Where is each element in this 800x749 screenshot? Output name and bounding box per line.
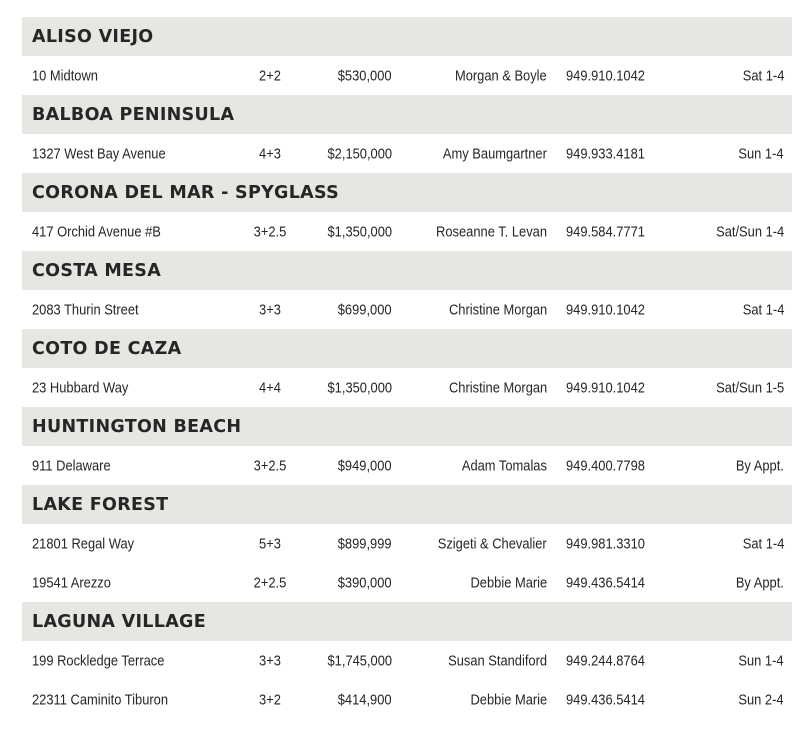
listing-address: 2083 Thurin Street [32, 301, 139, 318]
listing-beds-baths-text: 3+2.5 [253, 457, 287, 474]
listing-phone: 949.244.8764 [566, 652, 645, 669]
listing-row [22, 446, 792, 485]
city-section [22, 407, 792, 485]
listing-phone: 949.933.4181 [566, 145, 645, 162]
city-section [22, 173, 792, 251]
listing-address: 22311 Caminito Tiburon [32, 691, 169, 708]
listing-phone: 949.910.1042 [566, 379, 645, 396]
city-heading: LAGUNA VILLAGE [22, 602, 792, 641]
listing-open-hours: Sun 2-4 [738, 691, 784, 708]
listing-price: $414,900 [338, 691, 392, 708]
listing-agent: Szigeti & Chevalier [438, 535, 547, 552]
listing-row [22, 641, 792, 680]
city-heading: HUNTINGTON BEACH [22, 407, 792, 446]
listing-beds-baths-text: 5+3 [259, 535, 281, 552]
listing-row [22, 134, 792, 173]
listing-address: 199 Rockledge Terrace [32, 652, 165, 669]
listing-row [22, 212, 792, 251]
listing-address: 23 Hubbard Way [32, 379, 129, 396]
listing-agent: Morgan & Boyle [455, 67, 547, 84]
city-heading: BALBOA PENINSULA [22, 95, 792, 134]
listing-row [22, 56, 792, 95]
listing-agent: Adam Tomalas [461, 457, 547, 474]
listing-beds-baths-text: 4+4 [259, 379, 281, 396]
listing-price: $2,150,000 [327, 145, 392, 162]
listing-phone: 949.981.3310 [566, 535, 645, 552]
listing-phone: 949.436.5414 [566, 691, 645, 708]
listing-price: $390,000 [338, 574, 392, 591]
listing-address: 1327 West Bay Avenue [32, 145, 166, 162]
open-house-listings [22, 17, 792, 719]
listing-price: $899,999 [338, 535, 392, 552]
listing-beds-baths-text: 2+2 [259, 67, 281, 84]
listing-address: 417 Orchid Avenue #B [32, 223, 161, 240]
listing-open-hours: Sat/Sun 1-4 [715, 223, 784, 240]
listing-open-hours: Sat 1-4 [742, 67, 784, 84]
city-section [22, 95, 792, 173]
city-heading: ALISO VIEJO [22, 17, 792, 56]
listing-address: 21801 Regal Way [32, 535, 135, 552]
city-heading: LAKE FOREST [22, 485, 792, 524]
listing-phone: 949.910.1042 [566, 301, 645, 318]
listing-open-hours: By Appt. [735, 574, 784, 591]
listing-agent: Christine Morgan [448, 301, 547, 318]
listing-phone: 949.910.1042 [566, 67, 645, 84]
listing-row [22, 290, 792, 329]
listing-row [22, 680, 792, 719]
listing-row [22, 563, 792, 602]
city-heading: COSTA MESA [22, 251, 792, 290]
listing-open-hours: Sat 1-4 [742, 301, 784, 318]
listing-agent: Debbie Marie [470, 691, 547, 708]
listing-beds-baths-text: 3+2.5 [253, 223, 287, 240]
listing-open-hours: Sat 1-4 [742, 535, 784, 552]
listing-agent: Amy Baumgartner [443, 145, 547, 162]
listing-beds-baths-text: 4+3 [259, 145, 281, 162]
listing-agent: Roseanne T. Levan [436, 223, 547, 240]
listing-beds-baths-text: 3+3 [259, 652, 281, 669]
listing-row [22, 524, 792, 563]
listing-price: $949,000 [338, 457, 392, 474]
city-heading: COTO DE CAZA [22, 329, 792, 368]
listing-row [22, 368, 792, 407]
city-heading: CORONA DEL MAR - SPYGLASS [22, 173, 792, 212]
listing-address: 10 Midtown [32, 67, 98, 84]
listing-phone: 949.436.5414 [566, 574, 645, 591]
listing-phone: 949.400.7798 [566, 457, 645, 474]
listing-open-hours: Sat/Sun 1-5 [715, 379, 784, 396]
city-section [22, 329, 792, 407]
city-section [22, 17, 792, 95]
listing-price: $530,000 [338, 67, 392, 84]
listing-beds-baths-text: 2+2.5 [253, 574, 287, 591]
listing-open-hours: By Appt. [735, 457, 784, 474]
listing-agent: Susan Standiford [448, 652, 547, 669]
listing-open-hours: Sun 1-4 [738, 652, 784, 669]
city-section [22, 602, 792, 719]
listing-beds-baths-text: 3+2 [259, 691, 281, 708]
listing-price: $699,000 [338, 301, 392, 318]
listing-price: $1,350,000 [327, 223, 392, 240]
listing-open-hours: Sun 1-4 [738, 145, 784, 162]
listing-agent: Debbie Marie [470, 574, 547, 591]
city-section [22, 485, 792, 602]
listing-address: 911 Delaware [32, 457, 111, 474]
listing-agent: Christine Morgan [448, 379, 547, 396]
listing-price: $1,745,000 [327, 652, 392, 669]
listing-beds-baths-text: 3+3 [259, 301, 281, 318]
listing-phone: 949.584.7771 [566, 223, 645, 240]
listing-address: 19541 Arezzo [32, 574, 111, 591]
listing-price: $1,350,000 [327, 379, 392, 396]
city-section [22, 251, 792, 329]
